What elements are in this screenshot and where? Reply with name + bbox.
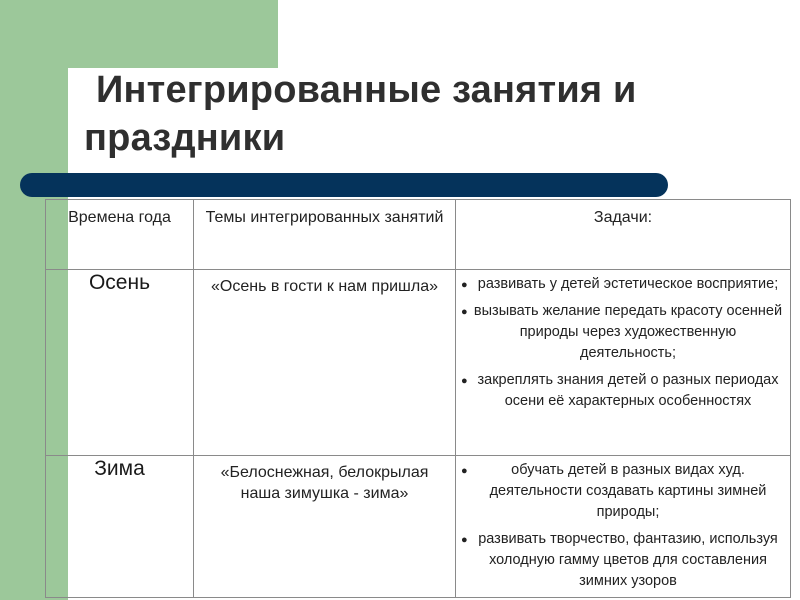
integrated-lessons-table: [45, 199, 791, 598]
task-text: развивать творчество, фантазию, используя холодную гамму цветов для составления зимних узоров: [478, 531, 778, 589]
table-row: [46, 270, 791, 456]
tasks-list: [458, 460, 784, 592]
slide-title-line2: праздники: [84, 117, 286, 159]
bullet-dot-icon: ●: [461, 465, 468, 477]
tasks-list: [458, 274, 784, 412]
list-item: [458, 460, 784, 523]
table-header-row: [46, 200, 791, 270]
task-text: развивать у детей эстетическое восприятие;: [477, 276, 779, 292]
header-themes: Темы интегрированных занятий: [194, 200, 456, 270]
list-item: [458, 274, 784, 295]
slide-title-line1: Интегрированные занятия и: [96, 69, 637, 111]
season-cell: Зима: [46, 456, 194, 598]
bullet-dot-icon: ●: [461, 306, 468, 318]
list-item: [458, 529, 784, 592]
theme-cell: «Белоснежная, белокрылая наша зимушка - зима»: [194, 456, 456, 598]
navy-divider-bar: [20, 173, 668, 197]
tasks-cell: [456, 456, 791, 598]
task-text: закреплять знания детей о разных периодах осени её характерных особенностях: [477, 372, 779, 409]
bullet-dot-icon: ●: [461, 375, 468, 387]
theme-cell: «Осень в гости к нам пришла»: [194, 270, 456, 456]
header-tasks: Задачи:: [456, 200, 791, 270]
season-cell: Осень: [46, 270, 194, 456]
bullet-dot-icon: ●: [461, 534, 468, 546]
table-row: [46, 456, 791, 598]
list-item: [458, 301, 784, 364]
slide-title: [84, 66, 637, 162]
task-text: обучать детей в разных видах худ. деятельности создавать картины зимней природы;: [489, 462, 767, 520]
bullet-dot-icon: ●: [461, 279, 468, 291]
task-text: вызывать желание передать красоту осенней природы через художественную деятельность;: [473, 303, 783, 361]
list-item: [458, 370, 784, 412]
tasks-cell: [456, 270, 791, 456]
header-seasons: Времена года: [46, 200, 194, 270]
